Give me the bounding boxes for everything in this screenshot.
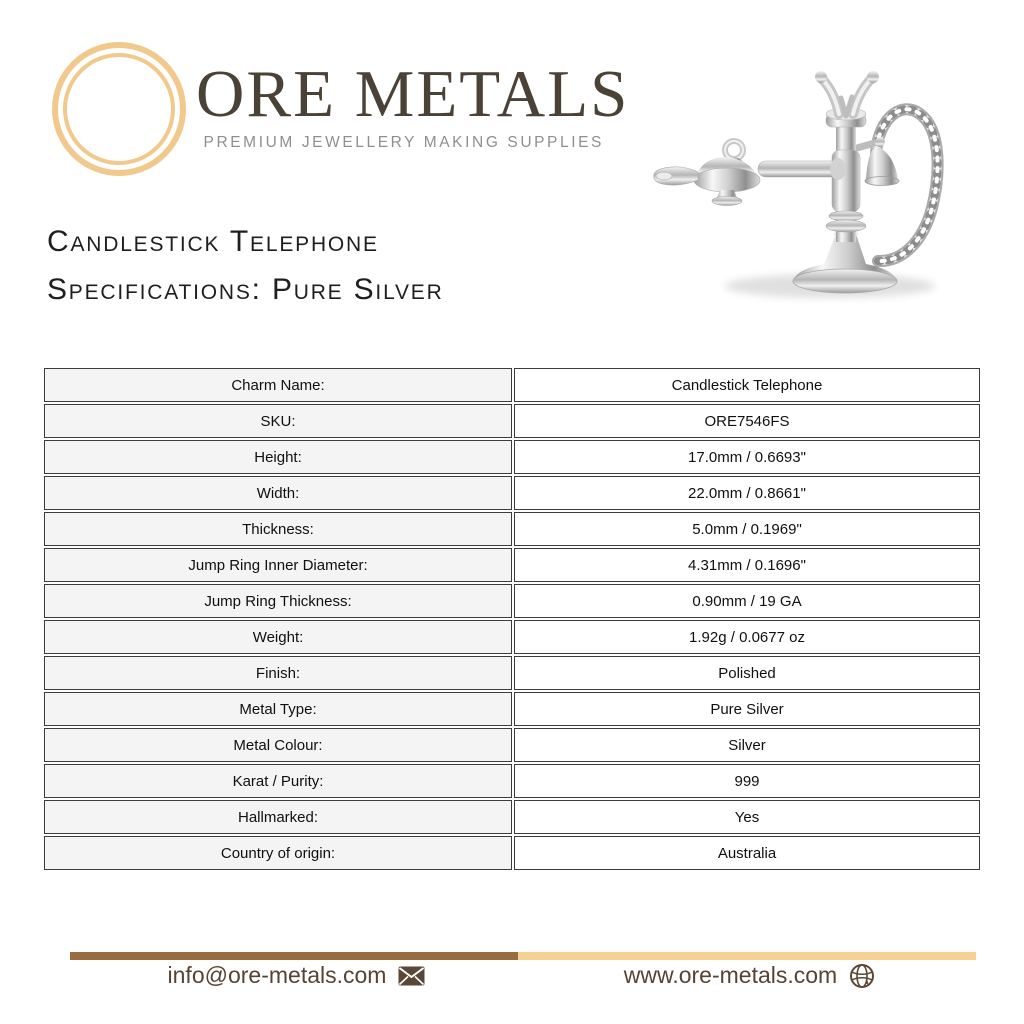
envelope-icon: [398, 966, 425, 986]
spec-value-cell: 999: [514, 764, 980, 798]
spec-label-cell: Jump Ring Thickness:: [44, 584, 512, 618]
spec-value-cell: Silver: [514, 728, 980, 762]
candlestick-telephone-charm-illustration: [640, 58, 970, 308]
spec-label-cell: Thickness:: [44, 512, 512, 546]
table-row: [44, 476, 980, 510]
spec-label-cell: Jump Ring Inner Diameter:: [44, 548, 512, 582]
brand-tagline: PREMIUM JEWELLERY MAKING SUPPLIES: [203, 133, 604, 151]
cradle-prongs: [815, 71, 879, 116]
spec-value-cell: Australia: [514, 836, 980, 870]
page-title: [47, 218, 444, 314]
footer-website[interactable]: [523, 962, 976, 989]
table-row: [44, 620, 980, 654]
mouthpiece-lamp: [654, 141, 760, 206]
footer-divider-brown-segment: [70, 952, 518, 960]
spec-value-cell: ORE7546FS: [514, 404, 980, 438]
spec-table: [42, 366, 982, 872]
spec-label-cell: SKU:: [44, 404, 512, 438]
spec-value-cell: 17.0mm / 0.6693": [514, 440, 980, 474]
footer-email-text[interactable]: info@ore-metals.com: [167, 962, 387, 988]
spec-label-cell: Charm Name:: [44, 368, 512, 402]
spec-label-cell: Width:: [44, 476, 512, 510]
table-row: [44, 512, 980, 546]
spec-value-cell: 4.31mm / 0.1696": [514, 548, 980, 582]
spec-value-cell: Pure Silver: [514, 692, 980, 726]
spec-label-cell: Height:: [44, 440, 512, 474]
spec-label-cell: Country of origin:: [44, 836, 512, 870]
table-row: [44, 404, 980, 438]
footer-email[interactable]: [70, 962, 523, 989]
footer-website-text[interactable]: www.ore-metals.com: [623, 962, 838, 988]
spec-value-cell: 22.0mm / 0.8661": [514, 476, 980, 510]
footer: [70, 962, 976, 989]
brand-logo-rings-icon: [52, 42, 186, 176]
spec-value-cell: Yes: [514, 800, 980, 834]
product-photo-candlestick-telephone: [640, 58, 970, 308]
table-row: [44, 548, 980, 582]
table-row: [44, 368, 980, 402]
spec-label-cell: Hallmarked:: [44, 800, 512, 834]
page-title-line2: Specifications: Pure Silver: [47, 273, 444, 306]
footer-divider: [70, 952, 976, 960]
spec-label-cell: Metal Colour:: [44, 728, 512, 762]
spec-value-cell: 0.90mm / 19 GA: [514, 584, 980, 618]
spec-value-cell: 1.92g / 0.0677 oz: [514, 620, 980, 654]
table-row: [44, 584, 980, 618]
page-title-line1: Candlestick Telephone: [47, 225, 379, 258]
brand-logo-inner-ring-icon: [63, 53, 175, 165]
footer-divider-gold-segment: [518, 952, 976, 960]
spec-label-cell: Weight:: [44, 620, 512, 654]
brand-name: ORE METALS: [196, 57, 630, 131]
spec-value-cell: Candlestick Telephone: [514, 368, 980, 402]
table-row: [44, 764, 980, 798]
spec-value-cell: 5.0mm / 0.1969": [514, 512, 980, 546]
spec-label-cell: Metal Type:: [44, 692, 512, 726]
brand-block: [196, 57, 630, 152]
table-row: [44, 836, 980, 870]
table-row: [44, 440, 980, 474]
table-row: [44, 728, 980, 762]
table-row: [44, 692, 980, 726]
spec-label-cell: Finish:: [44, 656, 512, 690]
spec-table-body: [44, 368, 980, 870]
globe-icon: [849, 963, 875, 989]
spec-label-cell: Karat / Purity:: [44, 764, 512, 798]
spec-value-cell: Polished: [514, 656, 980, 690]
table-row: [44, 656, 980, 690]
table-row: [44, 800, 980, 834]
arm: [758, 158, 846, 180]
